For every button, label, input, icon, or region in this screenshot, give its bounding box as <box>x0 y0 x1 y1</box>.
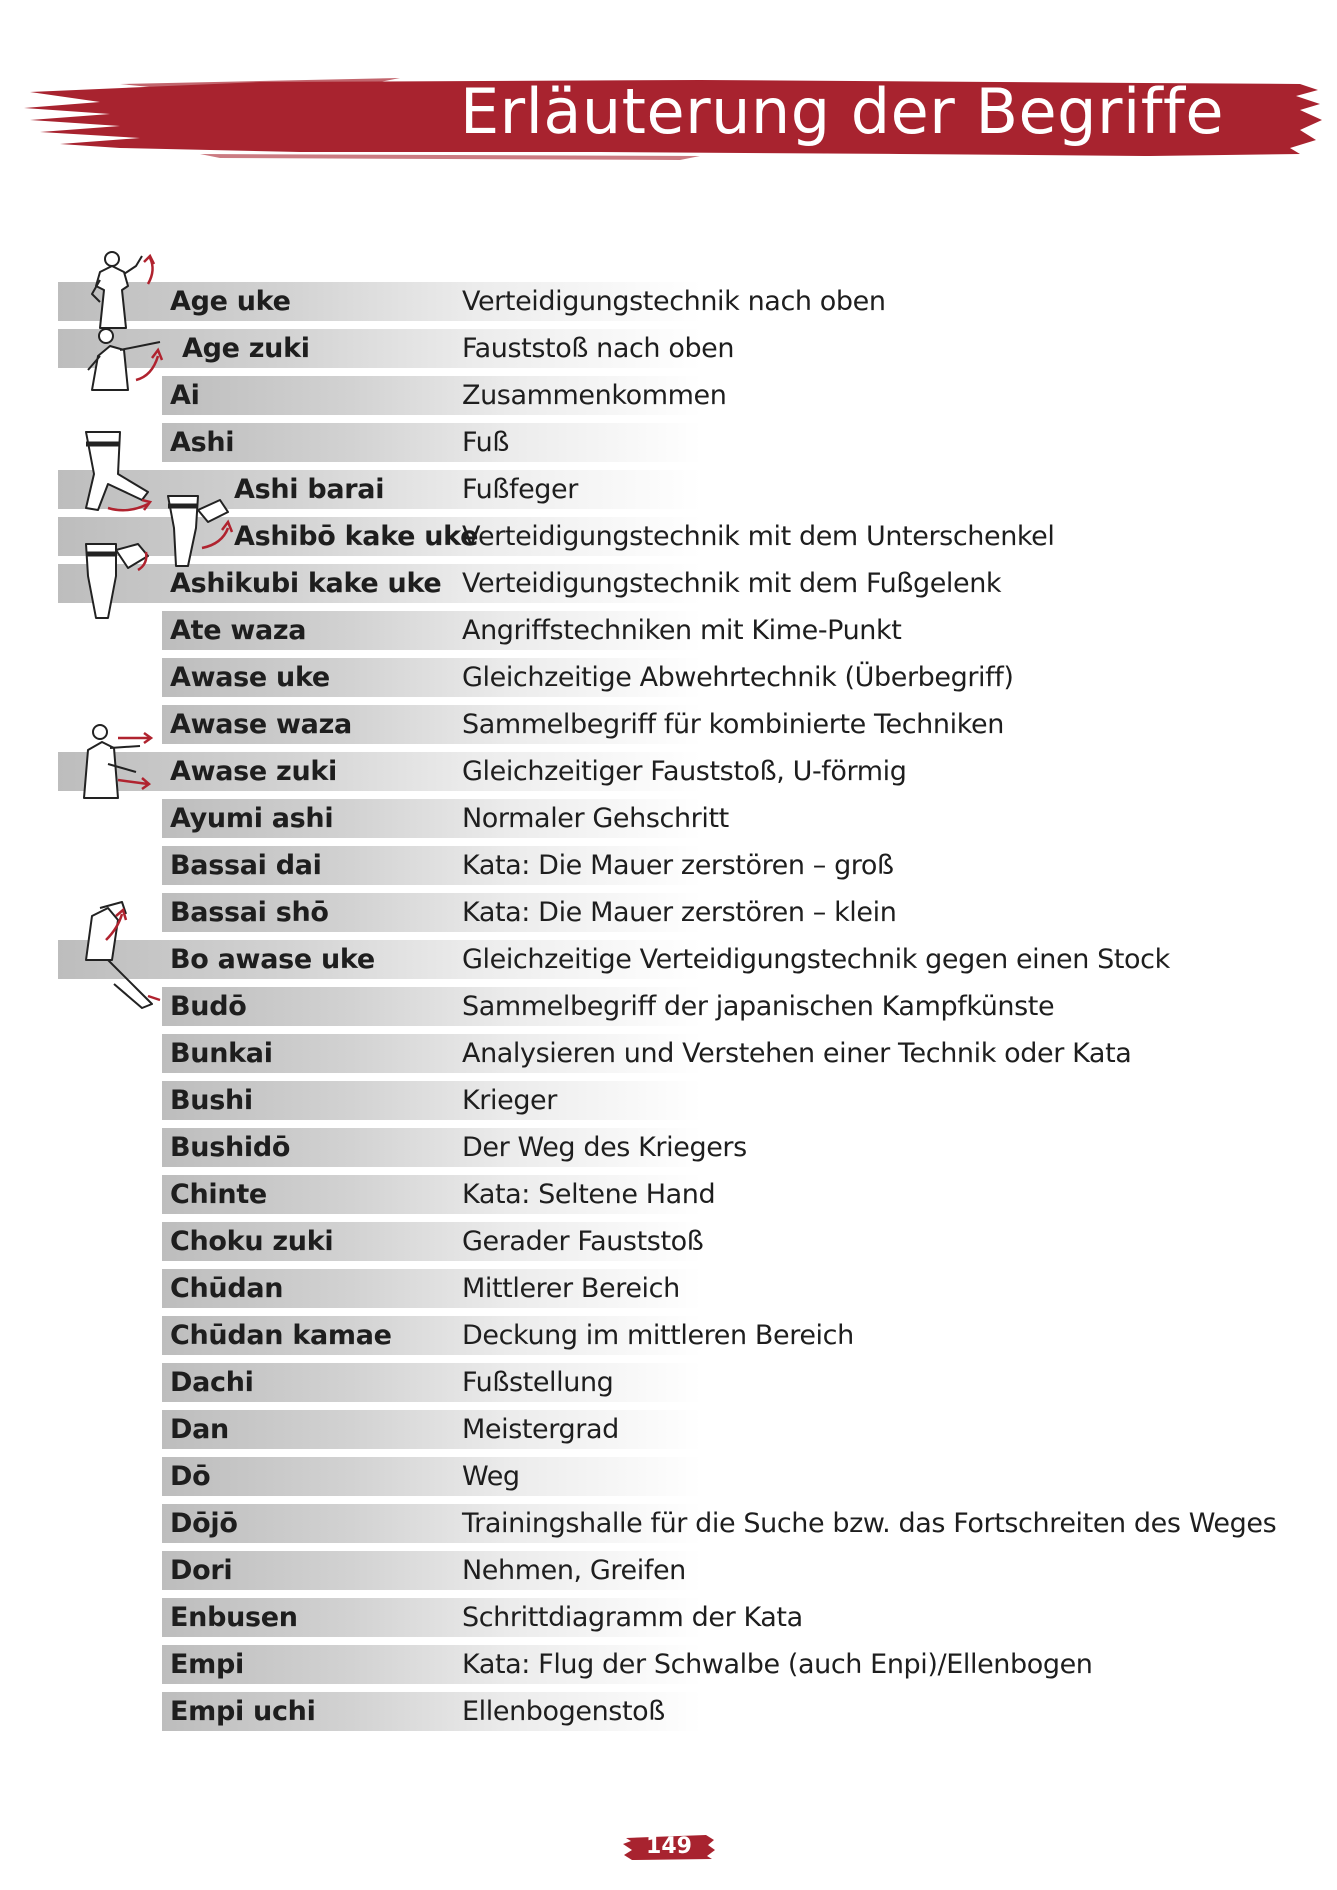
ashibo-kake-uke-figure-icon <box>162 488 237 568</box>
glossary-row <box>0 983 1337 1030</box>
glossary-row <box>0 325 1337 372</box>
glossary-row <box>0 1547 1337 1594</box>
awase-zuki-figure-icon <box>78 720 158 800</box>
glossary-row <box>0 842 1337 889</box>
glossary-term: Ai <box>170 380 200 411</box>
glossary-term: Bo awase uke <box>170 944 375 975</box>
glossary-definition: Kata: Die Mauer zerstören – klein <box>462 897 897 928</box>
glossary-row <box>0 1594 1337 1641</box>
glossary-term: Ate waza <box>170 615 307 646</box>
glossary-row <box>0 889 1337 936</box>
glossary-row <box>0 795 1337 842</box>
glossary-row <box>0 1500 1337 1547</box>
glossary-row <box>0 654 1337 701</box>
glossary-row <box>0 1688 1337 1735</box>
glossary-definition: Normaler Gehschritt <box>462 803 729 834</box>
glossary-definition: Sammelbegriff für kombinierte Techniken <box>462 709 1004 740</box>
glossary-term: Age uke <box>170 286 291 317</box>
glossary-row <box>0 607 1337 654</box>
glossary-term: Enbusen <box>170 1602 298 1633</box>
glossary-definition: Gleichzeitige Verteidigungstechnik gegen einen Stock <box>462 944 1170 975</box>
glossary-definition: Weg <box>462 1461 520 1492</box>
glossary-definition: Fußfeger <box>462 474 578 505</box>
glossary-term: Awase uke <box>170 662 330 693</box>
ashikubi-kake-uke-figure-icon <box>78 540 158 622</box>
glossary-definition: Der Weg des Kriegers <box>462 1132 747 1163</box>
row-gradient-bar <box>162 423 702 462</box>
glossary-term: Empi uchi <box>170 1696 316 1727</box>
glossary-row <box>0 1218 1337 1265</box>
glossary-definition: Sammelbegriff der japanischen Kampfkünste <box>462 991 1055 1022</box>
glossary-row <box>0 419 1337 466</box>
glossary-definition: Meistergrad <box>462 1414 619 1445</box>
glossary-definition: Gleichzeitiger Fauststoß, U-förmig <box>462 756 907 787</box>
glossary-row <box>0 372 1337 419</box>
glossary-row <box>0 1406 1337 1453</box>
ashi-barai-figure-icon <box>78 430 168 515</box>
glossary-definition: Fuß <box>462 427 509 458</box>
glossary-term: Ashikubi kake uke <box>170 568 442 599</box>
row-gradient-bar <box>162 1410 702 1449</box>
glossary-row <box>0 936 1337 983</box>
glossary-definition: Gleichzeitige Abwehrtechnik (Überbegriff) <box>462 662 1014 693</box>
glossary-term: Bunkai <box>170 1038 273 1069</box>
age-zuki-figure-icon <box>80 320 180 392</box>
glossary-definition: Trainingshalle für die Suche bzw. das Fortschreiten des Weges <box>462 1508 1277 1539</box>
glossary-row <box>0 1312 1337 1359</box>
glossary-row <box>0 1641 1337 1688</box>
glossary-definition: Verteidigungstechnik mit dem Fußgelenk <box>462 568 1002 599</box>
glossary-definition: Verteidigungstechnik nach oben <box>462 286 886 317</box>
glossary-term: Bushi <box>170 1085 253 1116</box>
glossary-term: Bassai shō <box>170 897 329 928</box>
glossary-term: Dōjō <box>170 1508 238 1539</box>
glossary-definition: Krieger <box>462 1085 557 1116</box>
glossary-row <box>0 1030 1337 1077</box>
glossary-definition: Fauststoß nach oben <box>462 333 735 364</box>
glossary-term: Bushidō <box>170 1132 291 1163</box>
glossary-definition: Ellenbogenstoß <box>462 1696 665 1727</box>
glossary-term: Dan <box>170 1414 229 1445</box>
glossary-term: Empi <box>170 1649 244 1680</box>
glossary-definition: Verteidigungstechnik mit dem Unterschenkel <box>462 521 1055 552</box>
glossary-definition: Deckung im mittleren Bereich <box>462 1320 854 1351</box>
glossary-definition: Fußstellung <box>462 1367 614 1398</box>
glossary-term: Dori <box>170 1555 233 1586</box>
glossary-row <box>0 1124 1337 1171</box>
glossary-row <box>0 1265 1337 1312</box>
glossary-term: Choku zuki <box>170 1226 334 1257</box>
glossary-row <box>0 1171 1337 1218</box>
glossary-term: Awase zuki <box>170 756 337 787</box>
glossary-term: Chūdan <box>170 1273 284 1304</box>
glossary-term: Dachi <box>170 1367 254 1398</box>
glossary-definition: Analysieren und Verstehen einer Technik oder Kata <box>462 1038 1132 1069</box>
glossary-row <box>0 1077 1337 1124</box>
glossary-definition: Kata: Seltene Hand <box>462 1179 716 1210</box>
glossary-definition: Kata: Die Mauer zerstören – groß <box>462 850 894 881</box>
row-gradient-bar <box>162 1457 702 1496</box>
glossary-term: Ashibō kake uke <box>234 521 479 552</box>
glossary-row <box>0 1359 1337 1406</box>
glossary-term: Chinte <box>170 1179 267 1210</box>
glossary-definition: Schrittdiagramm der Kata <box>462 1602 803 1633</box>
glossary-definition: Angriffstechniken mit Kime-Punkt <box>462 615 902 646</box>
glossary-term: Ashi <box>170 427 235 458</box>
glossary-term: Awase waza <box>170 709 352 740</box>
glossary-definition: Zusammenkommen <box>462 380 727 411</box>
glossary-term: Ashi barai <box>234 474 385 505</box>
glossary-definition: Gerader Fauststoß <box>462 1226 704 1257</box>
glossary-row <box>0 1453 1337 1500</box>
glossary-term: Dō <box>170 1461 211 1492</box>
page-number-badge <box>622 1832 716 1862</box>
glossary-term: Age zuki <box>182 333 310 364</box>
glossary-definition: Nehmen, Greifen <box>462 1555 686 1586</box>
page-title: Erläuterung der Begriffe <box>460 75 1225 148</box>
glossary-definition: Kata: Flug der Schwalbe (auch Enpi)/Ellenbogen <box>462 1649 1093 1680</box>
glossary-term: Ayumi ashi <box>170 803 334 834</box>
glossary-term: Budō <box>170 991 247 1022</box>
glossary-definition: Mittlerer Bereich <box>462 1273 680 1304</box>
glossary-row <box>0 701 1337 748</box>
glossary-term: Bassai dai <box>170 850 322 881</box>
age-uke-figure-icon <box>70 250 170 330</box>
bo-awase-uke-figure-icon <box>78 900 168 1010</box>
page-number: 149 <box>646 1834 692 1859</box>
glossary-row <box>0 278 1337 325</box>
glossary-term: Chūdan kamae <box>170 1320 392 1351</box>
glossary-row <box>0 748 1337 795</box>
